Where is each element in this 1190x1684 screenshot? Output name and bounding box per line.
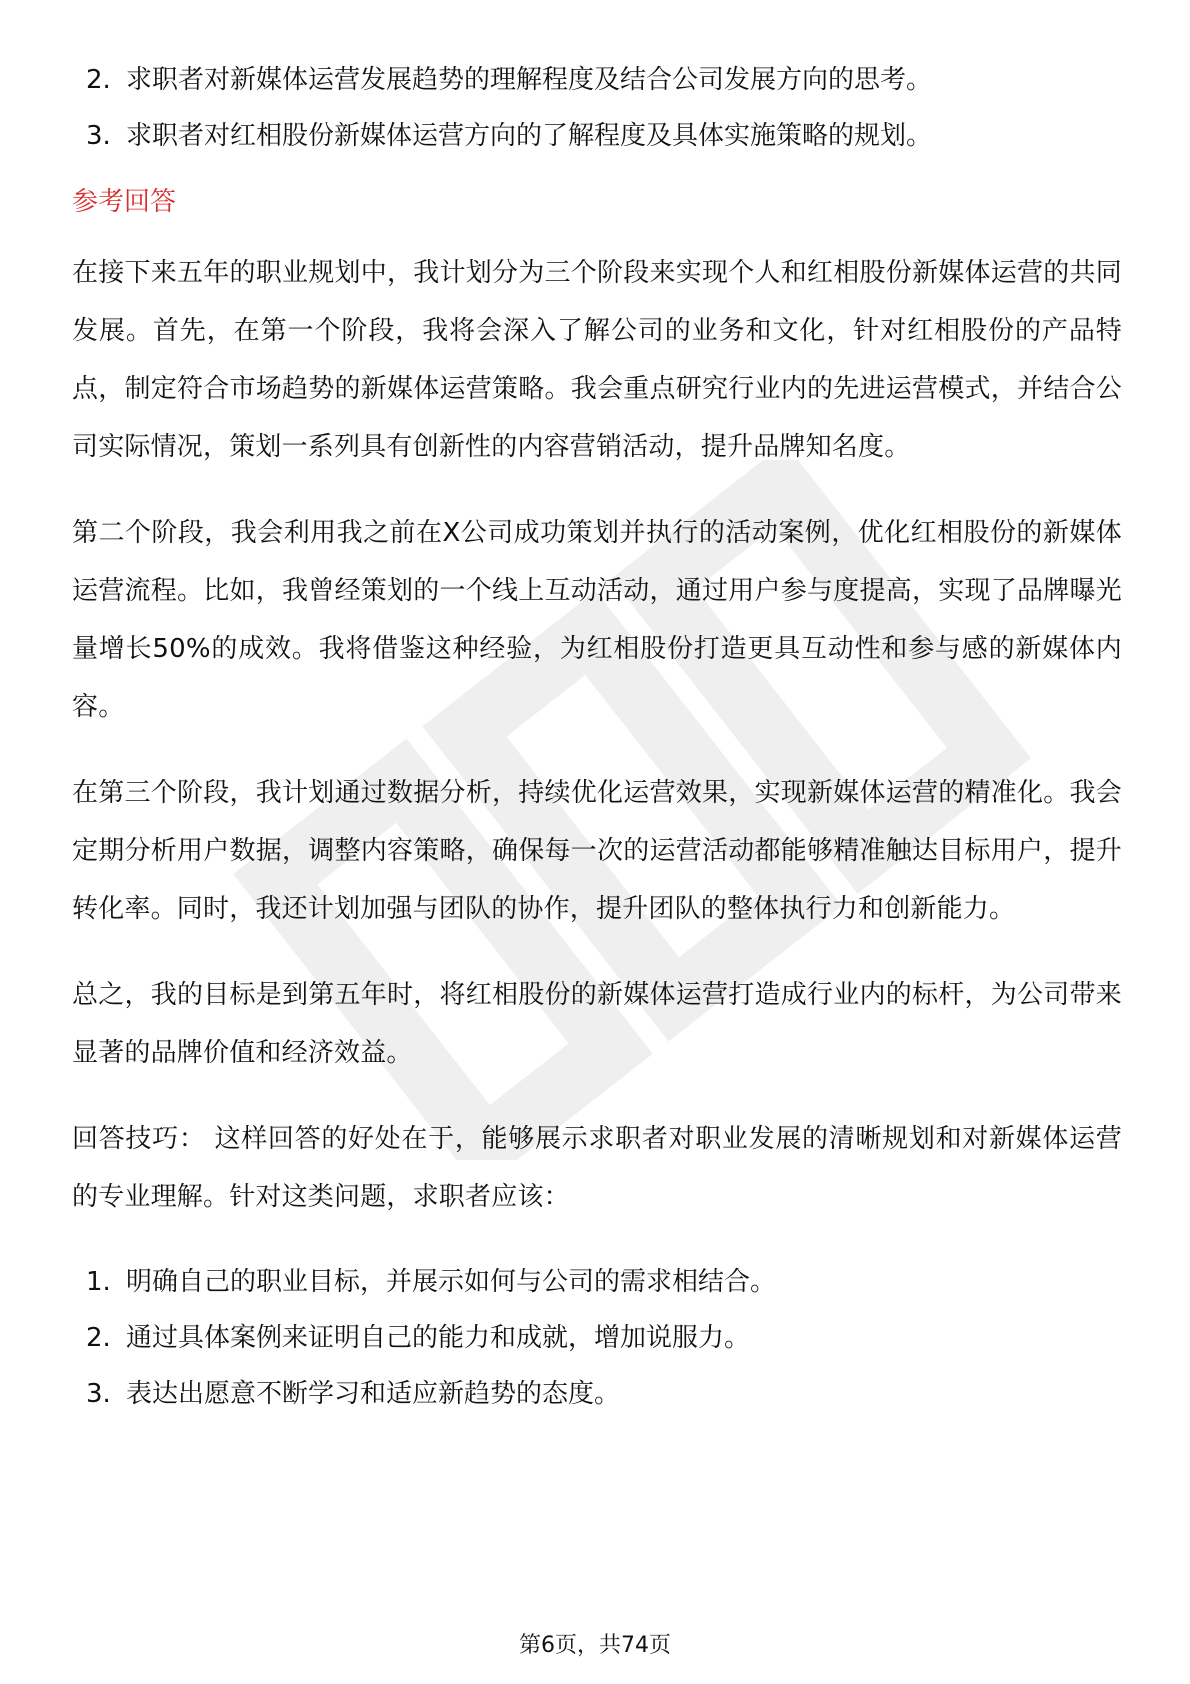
list-text: 求职者对新媒体运营发展趋势的理解程度及结合公司发展方向的思考。 [126, 65, 933, 95]
answer-paragraph: 总之，我的目标是到第五年时，将红相股份的新媒体运营打造成行业内的标杆，为公司带来显著的品牌价值和经济效益。 [72, 980, 1122, 1068]
page-footer: 第6页，共74页 [519, 1633, 671, 1658]
answer-paragraph: 在接下来五年的职业规划中，我计划分为三个阶段来实现个人和红相股份新媒体运营的共同发展。首先，在第一个阶段，我将会深入了解公司的业务和文化，针对红相股份的产品特点，制定符合市场趋势的新媒体运营策略。我会重点研究行业内的先进运营模式，并结合公司实际情况，策划一系列具有创新性的内容营销活动，提升品牌知名度。 [72, 258, 1122, 462]
answer-paragraph: 第二个阶段，我会利用我之前在X公司成功策划并执行的活动案例，优化红相股份的新媒体运营流程。比如，我曾经策划的一个线上互动活动，通过用户参与度提高，实现了品牌曝光量增长50%的成效。我将借鉴这种经验，为红相股份打造更具互动性和参与感的新媒体内容。 [72, 518, 1123, 722]
list-text: 明确自己的职业目标，并展示如何与公司的需求相结合。 [126, 1267, 777, 1297]
list-number: 2. [86, 65, 111, 95]
list-number: 3. [86, 121, 111, 151]
tips-paragraph: 回答技巧： 这样回答的好处在于，能够展示求职者对职业发展的清晰规划和对新媒体运营的专业理解。针对这类问题，求职者应该： [72, 1124, 1123, 1212]
list-number: 3. [86, 1379, 111, 1409]
list-item [72, 1254, 1122, 1310]
list-number: 2. [86, 1323, 111, 1353]
list-item [72, 1366, 1122, 1422]
list-item [72, 52, 1122, 108]
page-content [72, 52, 1122, 1422]
list-text: 通过具体案例来证明自己的能力和成就，增加说服力。 [126, 1323, 751, 1353]
list-text: 表达出愿意不断学习和适应新趋势的态度。 [126, 1379, 621, 1409]
list-text: 求职者对红相股份新媒体运营方向的了解程度及具体实施策略的规划。 [126, 121, 933, 151]
section-heading: 参考回答 [72, 187, 177, 217]
list-item [72, 1310, 1122, 1366]
evaluation-list [72, 52, 1122, 164]
list-number: 1. [86, 1267, 111, 1297]
list-item [72, 108, 1122, 164]
tips-list [72, 1254, 1122, 1422]
answer-paragraph: 在第三个阶段，我计划通过数据分析，持续优化运营效果，实现新媒体运营的精准化。我会定期分析用户数据，调整内容策略，确保每一次的运营活动都能够精准触达目标用户，提升转化率。同时，我还计划加强与团队的协作，提升团队的整体执行力和创新能力。 [72, 778, 1122, 924]
